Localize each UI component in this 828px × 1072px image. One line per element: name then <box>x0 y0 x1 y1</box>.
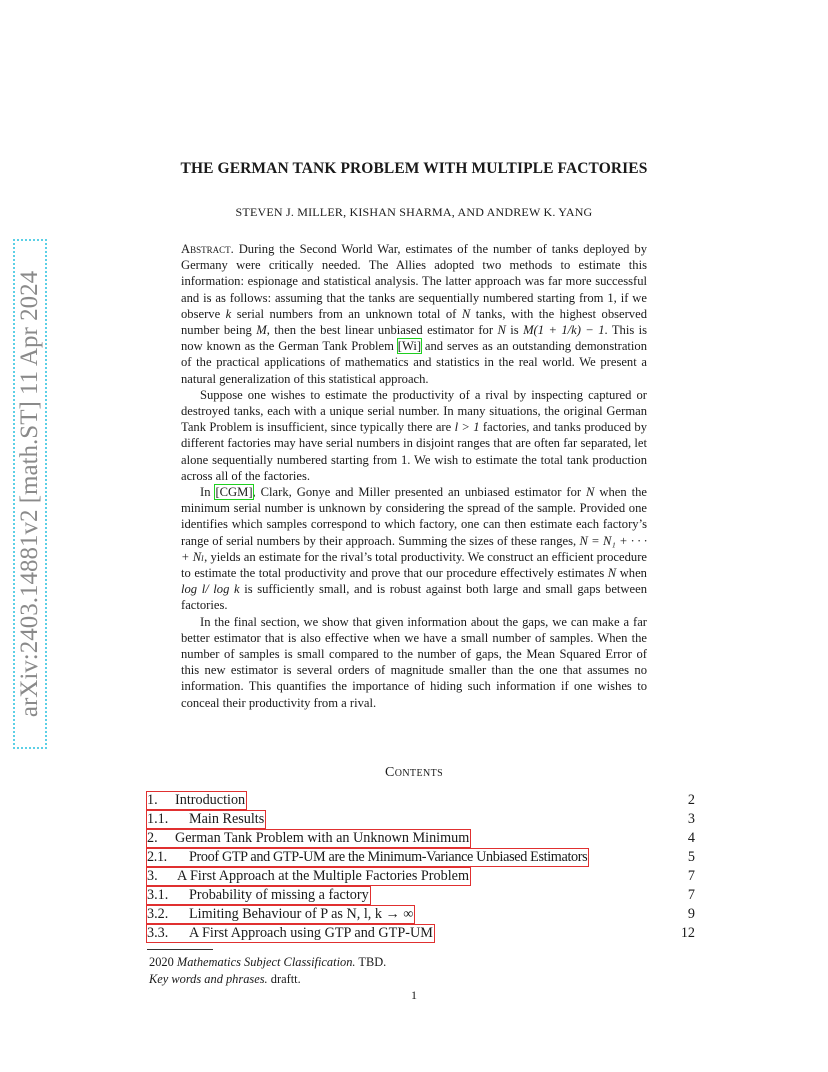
toc-title: Main Results <box>189 811 265 827</box>
math-var: N <box>497 323 506 338</box>
abstract-text: when the minimum serial number is unknown by considering the spread of the sample. Provided one identifies which samples correspond to which factory, one can then estimate each factory’s range of serial numbers by their approach. Summing the sizes of these ranges, <box>181 485 647 548</box>
math-formula: M(1 + 1/k) − 1 <box>523 323 605 338</box>
arxiv-identifier: arXiv:2403.14881v2 [math.ST] 11 Apr 2024 <box>16 270 44 718</box>
toc-title: Introduction <box>175 792 246 808</box>
arxiv-sidebar-stamp[interactable] <box>13 239 47 749</box>
toc-page-number: 7 <box>687 868 695 884</box>
paper-title: THE GERMAN TANK PROBLEM WITH MULTIPLE FACTORIES <box>180 160 648 177</box>
table-of-contents <box>147 791 695 943</box>
toc-number: 3.2. <box>147 906 169 922</box>
toc-link-limiting-behaviour[interactable] <box>147 906 414 923</box>
toc-title: Limiting Behaviour of P as N, l, k → ∞ <box>189 906 414 922</box>
toc-number: 3. <box>147 868 158 884</box>
toc-entry <box>147 867 695 886</box>
toc-entry <box>147 924 695 943</box>
toc-title: A First Approach at the Multiple Factories Problem <box>177 868 469 884</box>
toc-entry <box>147 848 695 867</box>
msc-label: Mathematics Subject Classification. <box>176 955 356 969</box>
math-var: N <box>607 566 617 581</box>
toc-page-number: 3 <box>687 811 695 827</box>
msc-year: 2020 <box>149 955 174 969</box>
abstract-text: tanks, with the highest observed number being <box>181 306 647 338</box>
math-formula: l > 1 <box>454 420 480 435</box>
page-number: 1 <box>411 988 417 1002</box>
abstract-text: . This is now known as the German Tank Problem <box>181 323 648 354</box>
toc-entry <box>147 886 695 905</box>
toc-title: Probability of missing a factory <box>189 887 369 903</box>
math-var: M <box>256 323 267 338</box>
toc-page-number: 12 <box>680 925 695 941</box>
toc-number: 1.1. <box>147 811 169 827</box>
toc-link-german-tank-problem-unknown-minimum[interactable] <box>147 830 470 847</box>
abstract-text: In <box>200 485 211 500</box>
abstract-paragraph-3 <box>181 484 647 614</box>
abstract-text: , Clark, Gonye and Miller presented an unbiased estimator for <box>252 485 582 500</box>
keywords-label: Key words and phrases. <box>149 972 268 986</box>
abstract-label: Abstract. <box>181 242 234 256</box>
toc-title: Proof GTP and GTP-UM are the Minimum-Variance Unbiased Estimators <box>189 849 588 865</box>
toc-page-number: 4 <box>687 830 695 846</box>
footnote-msc <box>149 955 386 970</box>
math-var: N <box>586 485 595 500</box>
abstract-text: Suppose one wishes to estimate the productivity of a rival by inspecting captured or destroyed tanks, each with a unique serial number. In many situations, the original German Tank Problem is insufficient, since typically there are <box>181 387 647 435</box>
abstract-text: is sufficiently small, and is robust against both large and small gaps between factories. <box>181 582 647 613</box>
toc-number: 2.1. <box>147 849 167 865</box>
math-var: k <box>225 306 232 321</box>
toc-link-proof-mvue[interactable] <box>147 849 588 866</box>
math-formula: log l/ log k <box>181 582 240 597</box>
abstract-paragraph-4: In the final section, we show that given information about the gaps, we can make a far better estimator that is also effective when we have a small number of samples. When the number of samples is small compared to the number of gaps, the Mean Squared Error of this new estimator is several orders of magnitude smaller than the one that assumes no information. This quantifies the importance of hiding such information if one wishes to conceal their productivity from a rival. <box>181 614 647 710</box>
toc-page-number: 7 <box>687 887 695 903</box>
abstract-text: During the Second World War, estimates of the number of tanks deployed by Germany were critically needed. The Allies adopted two methods to estimate this information: espionage and statistical analysis. The latter approach was far more successful and is as follows: assuming that the tanks are sequentially numbered starting from 1, if we observe <box>181 242 647 321</box>
abstract-paragraph-2 <box>181 387 647 484</box>
toc-link-introduction[interactable] <box>147 792 246 809</box>
footnote-keywords <box>149 972 301 987</box>
toc-entry <box>147 829 695 848</box>
citation-link-wi[interactable]: [Wi] <box>397 339 422 354</box>
abstract-text: factories, and tanks produced by different factories may have serial numbers in disjoint ranges that are often far separated, let alone sequentially numbered starting from 1. We wish to estimate the total tank production across all of the factories. <box>181 420 647 483</box>
toc-title: German Tank Problem with an Unknown Minimum <box>175 830 470 846</box>
math-var: N <box>461 306 471 321</box>
toc-page-number: 2 <box>687 792 695 808</box>
math-formula: N = N₁ + · · · + Nₗ <box>181 533 648 564</box>
abstract <box>181 241 647 711</box>
citation-link-cgm[interactable]: [CGM] <box>215 485 253 500</box>
abstract-text: and serves as an outstanding demonstration of the practical applications of mathematics and statistics in the real world. We present a natural generalization of this statistical approach. <box>181 339 647 386</box>
toc-link-probability-missing-factory[interactable] <box>147 887 370 904</box>
paper-authors: STEVEN J. MILLER, KISHAN SHARMA, AND ANDREW K. YANG <box>235 205 593 219</box>
abstract-text: , yields an estimate for the rival’s total productivity. We construct an efficient procedure to estimate the total productivity and prove that our procedure effectively estimates <box>181 549 647 581</box>
toc-link-first-approach-multiple-factories[interactable] <box>147 868 470 885</box>
toc-page-number: 5 <box>687 849 695 865</box>
toc-entry <box>147 791 695 810</box>
abstract-text: when <box>619 566 647 581</box>
toc-number: 2. <box>147 830 158 846</box>
toc-number: 1. <box>147 792 158 808</box>
msc-value: TBD. <box>358 955 387 969</box>
abstract-text: is <box>510 323 519 338</box>
abstract-text: serial numbers from an unknown total of <box>236 306 457 321</box>
keywords-value: draftt. <box>270 972 301 986</box>
abstract-paragraph-1 <box>181 241 647 387</box>
toc-number: 3.1. <box>147 887 169 903</box>
toc-page-number: 9 <box>687 906 695 922</box>
toc-entry <box>147 810 695 829</box>
toc-number: 3.3. <box>147 925 169 941</box>
toc-link-first-approach-gtp[interactable] <box>147 925 434 942</box>
contents-heading: Contents <box>384 765 444 780</box>
toc-title: A First Approach using GTP and GTP-UM <box>189 925 433 941</box>
abstract-text: , then the best linear unbiased estimator for <box>266 323 494 338</box>
toc-entry <box>147 905 695 924</box>
footnote-rule <box>147 949 213 950</box>
toc-link-main-results[interactable] <box>147 811 265 828</box>
